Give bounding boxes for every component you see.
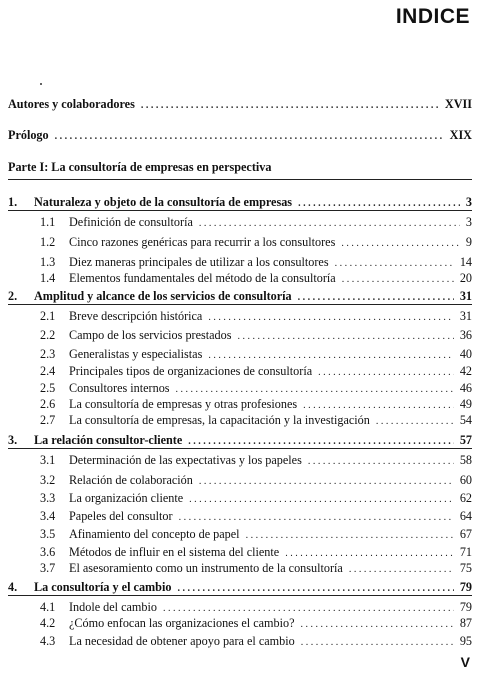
leader-dots (308, 455, 454, 469)
section-entry (40, 397, 472, 413)
chapter-number: 1. (8, 195, 18, 209)
section-number: 3.3 (40, 491, 56, 505)
section-page: 46 (459, 381, 472, 395)
section-entry (40, 381, 472, 397)
section-entry (40, 491, 472, 507)
section-title: Diez maneras principales de utilizar a los consultores (69, 255, 329, 269)
section-entry (40, 235, 472, 251)
section-page: 87 (459, 616, 472, 630)
section-title: Generalistas y especialistas (69, 347, 203, 361)
leader-dots (177, 582, 453, 596)
leader-dots (246, 529, 454, 543)
section-entry (40, 545, 472, 561)
leader-dots (285, 547, 454, 561)
chapter-page: 79 (459, 580, 472, 594)
section-page: 20 (459, 271, 472, 285)
leader-dots (349, 563, 454, 577)
section-title: Métodos de influir en el sistema del cliente (69, 545, 280, 559)
section-number: 1.2 (40, 235, 56, 249)
section-title: La organización cliente (69, 491, 184, 505)
section-title: ¿Cómo enfocan las organizaciones el cambio? (69, 616, 295, 630)
section-entry (40, 255, 472, 271)
section-page: 49 (459, 397, 472, 411)
section-page: 95 (459, 634, 472, 648)
section-page: 40 (459, 347, 472, 361)
part-heading-label: Parte I: La consultoría de empresas en perspectiva (8, 160, 272, 174)
section-number: 3.5 (40, 527, 56, 541)
section-number: 2.6 (40, 397, 56, 411)
section-number: 2.1 (40, 309, 56, 323)
section-page: 42 (459, 364, 472, 378)
section-title: La necesidad de obtener apoyo para el cambio (69, 634, 295, 648)
chapter-entry (8, 195, 472, 211)
section-number: 4.1 (40, 600, 56, 614)
section-number: 2.3 (40, 347, 56, 361)
chapter-title: La relación consultor-cliente (34, 433, 183, 447)
section-number: 2.7 (40, 413, 56, 427)
section-entry (40, 347, 472, 363)
section-title: Indole del cambio (69, 600, 157, 614)
section-title: Elementos fundamentales del método de la consultoría (69, 271, 336, 285)
section-page: 36 (459, 328, 472, 342)
toc-entry-page: XVII (444, 97, 472, 111)
leader-dots (318, 366, 454, 380)
leader-dots (208, 311, 453, 325)
section-entry (40, 616, 472, 632)
section-title: Cinco razones genéricas para recurrir a los consultores (69, 235, 336, 249)
section-entry (40, 600, 472, 616)
section-entry (40, 413, 472, 429)
section-number: 2.4 (40, 364, 56, 378)
chapter-page: 3 (465, 195, 472, 209)
section-page: 71 (459, 545, 472, 559)
section-page: 58 (459, 453, 472, 467)
section-page: 31 (459, 309, 472, 323)
chapter-rule (8, 448, 472, 449)
chapter-title: Naturaleza y objeto de la consultoría de empresas (34, 195, 293, 209)
section-title: La consultoría de empresas y otras profesiones (69, 397, 298, 411)
leader-dots (141, 99, 439, 113)
chapter-title: La consultoría y el cambio (34, 580, 172, 594)
section-title: Breve descripción histórica (69, 309, 203, 323)
section-number: 3.4 (40, 509, 56, 523)
chapter-rule (8, 595, 472, 596)
leader-dots (199, 475, 454, 489)
leader-dots (335, 257, 454, 271)
toc-entry-page: XIX (449, 128, 472, 142)
section-number: 2.2 (40, 328, 56, 342)
section-number: 3.7 (40, 561, 56, 575)
section-number: 1.4 (40, 271, 56, 285)
leader-dots (342, 273, 454, 287)
part-rule (8, 179, 472, 180)
toc-entry-label: Prólogo (8, 128, 49, 142)
section-page: 54 (459, 413, 472, 427)
section-entry (40, 328, 472, 344)
section-number: 3.1 (40, 453, 56, 467)
section-title: Papeles del consultor (69, 509, 173, 523)
chapter-entry (8, 433, 472, 449)
chapter-rule (8, 304, 472, 305)
section-entry (40, 473, 472, 489)
leader-dots (376, 415, 454, 429)
chapter-title: Amplitud y alcance de los servicios de consultoría (34, 289, 292, 303)
section-entry (40, 509, 472, 525)
leader-dots (298, 197, 460, 211)
section-number: 1.3 (40, 255, 56, 269)
section-entry (40, 309, 472, 325)
page-number: V (460, 654, 470, 670)
chapter-entry (8, 289, 472, 305)
chapter-number: 4. (8, 580, 18, 594)
leader-dots (303, 399, 454, 413)
section-entry (40, 453, 472, 469)
section-entry (40, 561, 472, 577)
leader-dots (188, 435, 454, 449)
section-title: Determinación de las expectativas y los papeles (69, 453, 302, 467)
section-title: La consultoría de empresas, la capacitación y la investigación (69, 413, 370, 427)
leader-dots (176, 383, 454, 397)
stray-mark (40, 83, 42, 85)
section-number: 3.2 (40, 473, 56, 487)
section-title: Consultores internos (69, 381, 170, 395)
leader-dots (301, 636, 454, 650)
section-number: 4.2 (40, 616, 56, 630)
leader-dots (298, 291, 454, 305)
section-page: 60 (459, 473, 472, 487)
section-title: Campo de los servicios prestados (69, 328, 232, 342)
section-page: 75 (459, 561, 472, 575)
section-number: 1.1 (40, 215, 56, 229)
chapter-page: 31 (459, 289, 472, 303)
section-entry (40, 634, 472, 650)
toc-entry-authors (8, 97, 472, 113)
leader-dots (163, 602, 454, 616)
chapter-entry (8, 580, 472, 596)
section-title: Definición de consultoría (69, 215, 193, 229)
leader-dots (341, 237, 460, 251)
page-title: INDICE (395, 5, 470, 28)
toc-entry-label: Autores y colaboradores (8, 97, 135, 111)
section-entry (40, 271, 472, 287)
toc-entry-prologue (8, 128, 472, 144)
leader-dots (55, 130, 444, 144)
leader-dots (189, 493, 454, 507)
section-page: 64 (459, 509, 472, 523)
section-page: 79 (459, 600, 472, 614)
chapter-rule (8, 210, 472, 211)
section-entry (40, 215, 472, 231)
section-title: Principales tipos de organizaciones de consultoría (69, 364, 313, 378)
section-page: 62 (459, 491, 472, 505)
section-entry (40, 527, 472, 543)
section-title: Relación de colaboración (69, 473, 193, 487)
leader-dots (237, 330, 453, 344)
section-entry (40, 364, 472, 380)
section-title: El asesoramiento como un instrumento de la consultoría (69, 561, 343, 575)
section-title: Afinamiento del concepto de papel (69, 527, 240, 541)
leader-dots (199, 217, 460, 231)
chapter-number: 3. (8, 433, 18, 447)
leader-dots (179, 511, 454, 525)
chapter-page: 57 (459, 433, 472, 447)
section-page: 67 (459, 527, 472, 541)
chapter-number: 2. (8, 289, 18, 303)
leader-dots (208, 349, 453, 363)
section-page: 9 (465, 235, 472, 249)
leader-dots (301, 618, 454, 632)
section-page: 14 (459, 255, 472, 269)
section-page: 3 (465, 215, 472, 229)
section-number: 3.6 (40, 545, 56, 559)
part-heading (8, 160, 472, 174)
section-number: 4.3 (40, 634, 56, 648)
section-number: 2.5 (40, 381, 56, 395)
